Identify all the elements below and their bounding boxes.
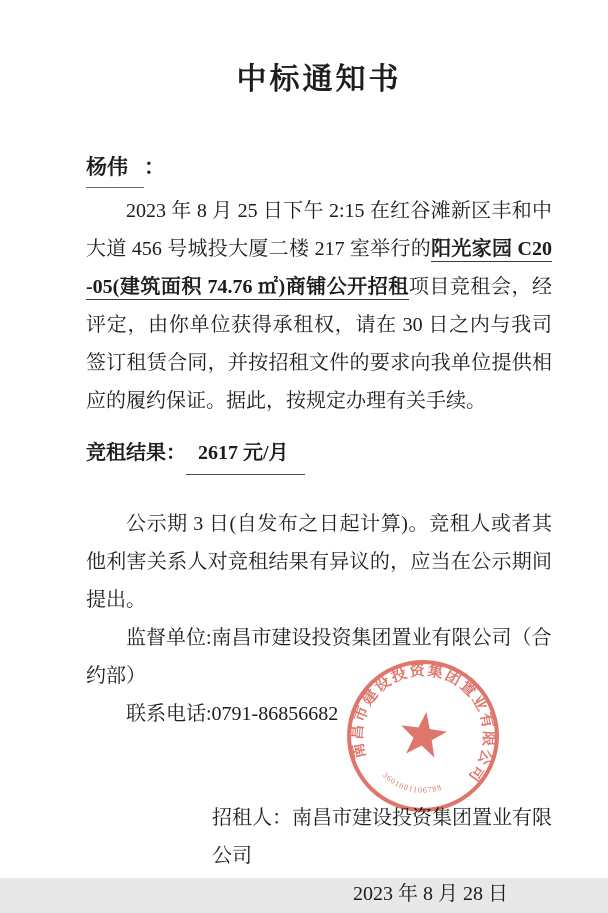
lessor-label: 招租人： xyxy=(212,807,292,829)
project-name-highlight: 阳光家园 C20-05(建筑面积 74.76 ㎡)商铺公开招租 xyxy=(86,238,552,298)
lessor-line xyxy=(86,799,552,875)
document-title: 中标通知书 xyxy=(236,63,402,96)
signature-block xyxy=(86,799,552,913)
seal-company-text: 南昌市建设投资集团置业有限公司 xyxy=(348,661,498,787)
bid-result-value: 2617 元/月 xyxy=(186,434,305,475)
bid-result-line xyxy=(86,434,552,475)
bid-result-label: 竞租结果： xyxy=(86,442,186,464)
signature-date: 2023 年 8 月 28 日 xyxy=(353,883,508,905)
paragraph-run-plain: 2023 年 8 月 25 日下午 2:15 在红谷滩新区丰和中大道 456 号城投大厦二楼 217 室举行的 xyxy=(86,200,552,260)
paragraph-run-plain: 项目竞租会，经评定，由你单位获得承租权，请在 30 日之内与我司签订租赁合同，并按招租文件的要求向我单位提供相应的履约保证。据此，按规定办理有关手续。 xyxy=(86,276,553,412)
lessor-company-name: 南昌市建设投资集团置业有限公司 xyxy=(212,807,552,867)
addressee-name: 杨伟 xyxy=(86,148,144,188)
addressee-colon: ： xyxy=(144,155,165,179)
body-paragraph-1 xyxy=(86,192,552,420)
addressee-line xyxy=(86,148,552,188)
seal-code-text: 3601081106788 xyxy=(380,770,444,795)
public-notice-block xyxy=(86,505,552,733)
public-notice-paragraph: 公示期 3 日(自发布之日起计算)。竞租人或者其他利害关系人对竞租结果有异议的，应当在公示期间提出。 xyxy=(86,513,552,611)
supervisor-line: 监督单位:南昌市建设投资集团置业有限公司（合约部） xyxy=(86,627,552,687)
contact-phone-line: 联系电话:0791-86856682 xyxy=(126,703,339,725)
